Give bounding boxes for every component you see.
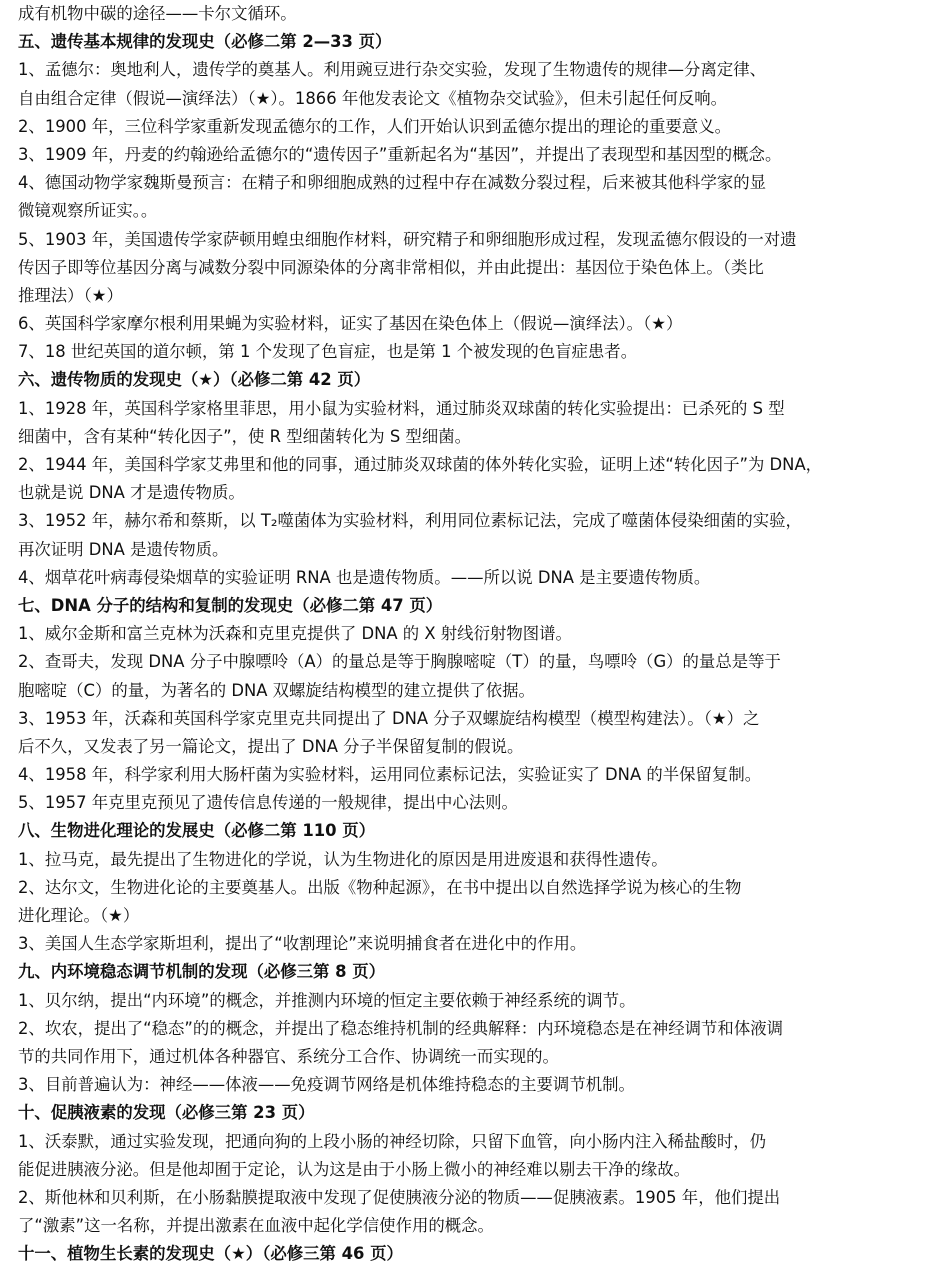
text-line: 也就是说 DNA 才是遗传物质。 — [18, 483, 245, 503]
text-line: 1、孟德尔：奥地利人，遗传学的奠基人。利用豌豆进行杂交实验，发现了生物遗传的规律—分离定律、 — [18, 60, 767, 80]
text-line: 3、目前普遍认为：神经——体液——免疫调节网络是机体维持稳态的主要调节机制。 — [18, 1075, 635, 1095]
section-heading: 五、遗传基本规律的发现史（必修二第 2—33 页） — [18, 32, 392, 52]
text-line: 传因子即等位基因分离与减数分裂中同源染体的分离非常相似，并由此提出：基因位于染色体上。（类比 — [18, 257, 764, 277]
text-line: 1、威尔金斯和富兰克林为沃森和克里克提供了 DNA 的 X 射线衍射物图谱。 — [18, 624, 572, 644]
text-line: 6、英国科学家摩尔根利用果蝇为实验材料，证实了基因在染色体上（假说—演绎法）。（★） — [18, 314, 683, 334]
text-line: 2、1944 年，美国科学家艾弗里和他的同事，通过肺炎双球菌的体外转化实验，证明上述“转化因子”为 DNA， — [18, 455, 823, 474]
text-line: 1、沃泰默，通过实验发现，把通向狗的上段小肠的神经切除，只留下血管，向小肠内注入稀盐酸时，仍 — [18, 1131, 767, 1151]
text-line: 4、德国动物学家魏斯曼预言：在精子和卵细胞成熟的过程中存在减数分裂过程，后来被其他科学家的显 — [18, 173, 767, 193]
text-line: 微镜观察所证实。。 — [18, 201, 158, 221]
text-line: 1、拉马克，最先提出了生物进化的学说，认为生物进化的原因是用进废退和获得性遗传。 — [18, 849, 668, 869]
section-heading: 六、遗传物质的发现史（★）（必修二第 42 页） — [18, 370, 371, 390]
text-line: 3、1909 年，丹麦的约翰逊给孟德尔的“遗传因子”重新起名为“基因”，并提出了表现型和基因型的概念。 — [18, 144, 782, 164]
text-line: 成有机物中碳的途径——卡尔文循环。 — [18, 4, 297, 23]
text-line: 推理法）（★） — [18, 285, 123, 305]
text-line: 2、1900 年，三位科学家重新发现孟德尔的工作，人们开始认识到孟德尔提出的理论的重要意义。 — [18, 116, 731, 136]
text-line: 4、烟草花叶病毒侵染烟草的实验证明 RNA 也是遗传物质。——所以说 DNA 是主要遗传物质。 — [18, 567, 711, 587]
text-line: 2、查哥夫，发现 DNA 分子中腺嘌呤（A）的量总是等于胸腺嘧啶（T）的量，鸟嘌呤（G）的量总是等于 — [18, 652, 781, 672]
text-line: 节的共同作用下，通过机体各种器官、系统分工合作、协调统一而实现的。 — [18, 1046, 559, 1066]
text-line: 胞嘧啶（C）的量，为著名的 DNA 双螺旋结构模型的建立提供了依据。 — [18, 680, 535, 700]
text-line: 1、1928 年，英国科学家格里菲思，用小鼠为实验材料，通过肺炎双球菌的转化实验提出：已杀死的 S 型 — [18, 398, 785, 418]
text-line: 后不久，又发表了另一篇论文，提出了 DNA 分子半保留复制的假说。 — [18, 736, 524, 756]
text-line: 7、18 世纪英国的道尔顿，第 1 个发现了色盲症，也是第 1 个被发现的色盲症患者。 — [18, 342, 638, 362]
text-line: 5、1903 年，美国遗传学家萨顿用蝗虫细胞作材料，研究精子和卵细胞形成过程，发现孟德尔假设的一对遗 — [18, 229, 797, 249]
text-line: 3、美国人生态学家斯坦利，提出了“收割理论”来说明捕食者在进化中的作用。 — [18, 934, 587, 954]
text-line: 2、斯他林和贝利斯，在小肠黏膜提取液中发现了促使胰液分泌的物质——促胰液素。1905 年，他们提出 — [18, 1187, 781, 1207]
section-heading: 十一、植物生长素的发现史（★）（必修三第 46 页） — [18, 1244, 403, 1264]
text-line: 2、达尔文，生物进化论的主要奠基人。出版《物种起源》，在书中提出以自然选择学说为核心的生物 — [18, 877, 742, 897]
text-line: 2、坎农，提出了“稳态”的的概念，并提出了稳态维持机制的经典解释：内环境稳态是在神经调节和体液调 — [18, 1018, 783, 1038]
section-heading: 八、生物进化理论的发展史（必修二第 110 页） — [18, 821, 376, 841]
text-line: 自由组合定律（假说—演绎法）（★）。1866 年他发表论文《植物杂交试验》，但未引起任何反响。 — [18, 88, 728, 108]
text-line: 3、1952 年，赫尔希和蔡斯，以 T₂噬菌体为实验材料，利用同位素标记法，完成了噬菌体侵染细菌的实验， — [18, 511, 802, 531]
section-heading: 七、DNA 分子的结构和复制的发现史（必修二第 47 页） — [18, 595, 443, 615]
section-heading: 十、促胰液素的发现（必修三第 23 页） — [18, 1103, 315, 1123]
text-line: 了“激素”这一名称，并提出激素在血液中起化学信使作用的概念。 — [18, 1216, 494, 1236]
text-line: 进化理论。（★） — [18, 906, 140, 925]
text-line: 能促进胰液分泌。但是他却囿于定论，认为这是由于小肠上微小的神经难以剔去干净的缘故。 — [18, 1159, 691, 1179]
text-line: 1、贝尔纳，提出“内环境”的概念，并推测内环境的恒定主要依赖于神经系统的调节。 — [18, 990, 636, 1010]
text-line: 4、1958 年，科学家利用大肠杆菌为实验材料，运用同位素标记法，实验证实了 DNA 的半保留复制。 — [18, 765, 762, 785]
text-line: 5、1957 年克里克预见了遗传信息传递的一般规律，提出中心法则。 — [18, 793, 518, 813]
text-line: 再次证明 DNA 是遗传物质。 — [18, 539, 229, 559]
text-line: 3、1953 年，沃森和英国科学家克里克共同提出了 DNA 分子双螺旋结构模型（模型构建法）。（★）之 — [18, 708, 760, 728]
text-line: 细菌中，含有某种“转化因子”，使 R 型细菌转化为 S 型细菌。 — [18, 426, 471, 446]
section-heading: 九、内环境稳态调节机制的发现（必修三第 8 页） — [18, 962, 386, 982]
